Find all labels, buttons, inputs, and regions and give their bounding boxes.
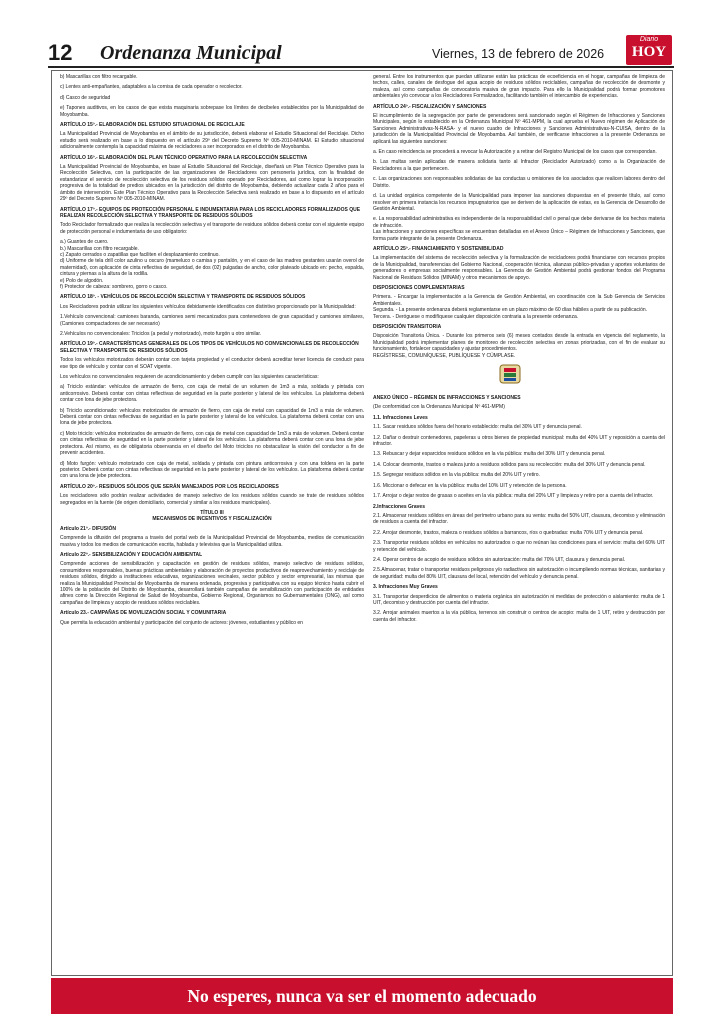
paragraph: 2.4. Operar centros de acopio de residuos sólidos sin autorización: multa del 70% UIT, clausura y denuncia penal.: [373, 556, 626, 563]
paragraph: c) Lentes anti-empañantes, adaptables a la cornisa de cada operador o recolector.: [60, 84, 243, 91]
article-heading: ARTÍCULO 16º.- ELABORACIÓN DEL PLAN TÉCNICO OPERATIVO PARA LA RECOLECCIÓN SELECTIVA: [60, 154, 308, 161]
paragraph: e. La responsabilidad administrativa es independiente de la responsabilidad civil o penal que debe derivarse de los hechos materia de infracción. Las infracciones y sanciones específicas se encuentran detalladas en el Anexo Único – Régimen de Infracciones y Sanciones, que forma parte integrante de la presente Ordenanza.: [373, 216, 665, 242]
article-heading: ANEXO ÚNICO – RÉGIMEN DE INFRACCIONES Y SANCIONES: [373, 395, 521, 402]
article-heading: 1.1. Infracciones Leves: [373, 414, 428, 421]
footer-banner: [51, 978, 673, 1014]
paragraph: b) Triciclo acondicionado: vehículos motorizados de armazón de fierro, con caja de metal con capacidad de 1m3 a más de volumen. Deberá contar con cintas reflectivas de seguridad en la parte posterior y lateral de los vehículos. La plataforma deberá contar con una lona de jebe protectora.: [60, 407, 364, 427]
paragraph: 2.Vehículos no convencionales: Triciclos (a pedal y motorizado), moto furgón u otro similar.: [60, 331, 262, 337]
article-heading: DISPOSICIÓN TRANSITORIA: [373, 324, 442, 330]
left-column: [60, 74, 364, 969]
article-heading: ARTÍCULO 15º.- ELABORACIÓN DEL ESTUDIO SITUACIONAL DE RECICLAJE: [60, 122, 245, 129]
paragraph: general. Entre los instrumentos que puedan utilizarse están las prácticas de ecoeficiencia en el hogar, campañas de limpieza de techos, calles, canales de desfogue del agua acopio de residuos sólidos reciclables, campañas de recolección de desmonte y maleza, así como campañas de convocatoria masiva de gran impacto. Para ello la Municipalidad podrá formar promotores ambientales y/o convocar a los Recicladores Formalizados, facilitando también el intercambio de experiencias.: [373, 74, 665, 100]
paragraph: Disposición Transitoria Única. - Durante los primeros seis (6) meses contados desde la entrada en vigencia del reglamento, la Municipalidad podrá implementar planes de monitoreo de recolección selectiva en zonas priorizadas, con el fin de evaluar su funcionamiento, fortalecer capacidades y ajustar procedimientos. REGÍSTRESE, COMUNÍQUESE, PUBLÍQUESE Y CÚMPLASE.: [373, 333, 665, 359]
paragraph: La Municipalidad Provincial de Moyobamba, en base al Estudio Situacional del Reciclaje, diseñará un Plan Técnico Operativo para la Recolección Selectiva, con la participación de las organizaciones de Recicladores con personería jurídica, con la finalidad de estandarizar el servicio de recolección selectiva de los residuos sólidos operado por Recicladores, así como lograr la incorporación progresiva de la totalidad de predios ubicados en la jurisdicción del distrito de Moyobamba, debiendo actualizar cada 2 años para el ámbito de intervención. Este Plan Técnico Operativo para la Recolección Selectiva será realizado en base a lo dispuesto en el artículo 29º del Decreto Supremo Nº 005-2010-MINAM.: [60, 164, 364, 203]
paragraph: 1.4. Colocar desmonte, trastos o maleza junto a residuos sólidos para su recolección: multa del 30% UIT y denuncia penal.: [373, 461, 646, 468]
paragraph: La Municipalidad Provincial de Moyobamba en el ámbito de su jurisdicción, deberá elaborar el Estudio Situacional del Reciclaje. Dicho estudio será realizado en base a lo dispuesto en el artículo 29º del Decreto Supremo Nº 005-2010-MINAM. El Estudio situacional adicionalmente contempla la capacidad máxima de recicladores a ser incorporados en el distrito de Moyobamba.: [60, 131, 364, 151]
section-title: Ordenanza Municipal: [100, 42, 282, 64]
article-heading: ARTÍCULO 19º.- CARACTERÍSTICAS GENERALES DE LOS TIPOS DE VEHÍCULOS NO CONVENCIONALES DE RECOLECCIÓN SELECTIVA Y TRANSPORTE DE RESIDUOS SÓLIDOS: [60, 341, 359, 354]
article-heading: 2.Infracciones Graves: [373, 503, 425, 510]
paragraph: Primera. - Encargar la implementación a la Gerencia de Gestión Ambiental, en coordinación con la Sub Gerencia de Servicios Ambientales. Segunda. - La presente ordenanza deberá reglamentarse en un plazo máximo de 60 días hábiles a partir de su publicación. Tercera. - Deróguese o modifíquese cualquier disposición contraria a la presente ordenanza.: [373, 294, 665, 320]
paragraph: b. Las multas serán aplicadas de manera solidaria tanto al Infractor (Reciclador Autorizado) como a la Organización de Recicladores a la que pertenecen.: [373, 159, 665, 172]
footer-slogan: No esperes, nunca va ser el momento adecuado: [187, 986, 537, 1006]
paragraph: 1.5. Segregar residuos sólidos en la vía pública: multa del 20% UIT y retiro.: [373, 472, 540, 479]
article-heading: ARTÍCULO 17º.- EQUIPOS DE PROTECCIÓN PERSONAL E INDUMENTARIA PARA LOS RECICLADORES FORMALIZADOS QUE REALIZAN RECOLECCIÓN SELECTIVA Y TRANSPORTE DE RESIDUOS SÓLIDOS: [60, 206, 361, 219]
paragraph: c. Las organizaciones son responsables solidarias de las conductas u omisiones de los asociados que realicen labores dentro del Distrito.: [373, 176, 665, 189]
paragraph: Comprende la difusión del programa a través del portal web de la Municipalidad Provincial de Moyobamba, medios de comunicación masiva y todos los medios de comunicación escrita, hablada y televisiva que la Municipalidad utiliza.: [60, 535, 364, 548]
paragraph: 3.2. Arrojar animales muertos a la vía pública, terrenos sin construir o centros de acopio: multa de 1 UIT, retiro y destrucción por cuenta del infractor.: [373, 610, 665, 623]
paragraph: El incumplimiento de la segregación por parte de generadores será sancionado según el Régimen de Infracciones y Sanciones Municipales, según lo establecido en la Ordenanza Municipal Nº 461-MPM, la cual aprueba el Nuevo régimen de Aplicación de Sanciones Administrativas-N-RASA- y el nuevo cuadro de Infracciones y Sanciones Administrativas-N-CUISA, dentro de la jurisdicción de la Municipalidad Provincial de Moyobamba. Así también, de verificarse infracciones a la presente Ordenanza se aplicará las siguientes sanciones:: [373, 113, 665, 145]
paragraph: e) Tapones auditivos, en los casos de que exista maquinaria sobrepase los límites de decibeles establecidos por la Municipalidad de Moyobamba.: [60, 105, 364, 118]
logo-top-text: Diario: [639, 36, 659, 43]
paragraph: La implementación del sistema de recolección selectiva y la formalización de recicladores podrá financiarse con recursos propios de la Municipalidad, transferencias del Gobierno Nacional, cooperación técnica, alianzas público-privadas y aportes voluntarios de generadores o empresas socialmente responsables. La Gerencia de Gestión Ambiental podrá gestionar fondos del Programa Nacional de Residuos Sólidos (MINAM) y otros mecanismos de apoyo.: [373, 255, 665, 281]
paragraph: a.) Guantes de cuero. b.) Mascarillas con filtro recargable. c) Zapato cerrados o zapatillas que faciliten el desplazamiento continuo. d) Uniforme de tela drill color azulino u oscuro (mameluco o camisa y pantalón, y en el caso de las madres gestantes usarán overol de maternidad), con aplicación de cinta reflectiva de seguridad, de dos (02) pulgadas de ancho, color plateado ubicado en: pecho, espalda, cintura y piernas a la altura de la rodilla. e) Polo de algodón. f) Protector de cabeza: sombrero, gorro o casco.: [60, 239, 364, 290]
paragraph: Todo Reciclador formalizado que realiza la recolección selectiva y el transporte de residuos sólidos deberá contar con el siguiente equipo de protección personal e indumentaria de uso obligatorio:: [60, 222, 364, 235]
title-heading: TÍTULO III: [200, 509, 224, 516]
paragraph: 2.2. Arrojar desmonte, trastos, maleza o residuos sólidos a barrancos, ríos o quebradas: multa 70% UIT y denuncia penal.: [373, 529, 644, 536]
paragraph: Los vehículos no convencionales requieren de acondicionamiento y deben cumplir con las siguientes características:: [60, 374, 319, 381]
paragraph: Los recicladores sólo podrán realizar actividades de manejo selectivo de los residuos sólidos cuando se trate de residuos sólidos segregados en la fuente (de origen domiciliario, comercial y similar a los residuos municipales).: [60, 493, 364, 506]
paragraph: 1.7. Arrojar o dejar restos de grasas o aceites en la vía pública: multa del 20% UIT y limpieza y retiro por a cuenta del infractor.: [373, 493, 654, 500]
paragraph: 1.1. Sacar residuos sólidos fuera del horario establecido: multa del 30% UIT y denuncia penal.: [373, 424, 582, 431]
paragraph: b) Mascarillas con filtro recargable.: [60, 74, 138, 80]
paragraph: a) Triciclo estándar: vehículos de armazón de fierro, con caja de metal de un volumen de 1m3 a más, soldada y pintada con anticorrosivo. Deberá contar con cintas reflectivas de seguridad en la parte posterior y lateral de los vehículos. La plataforma deberá contar con lona de jebe protectora.: [60, 384, 364, 404]
right-column: [373, 74, 665, 969]
header-rule: [48, 66, 674, 68]
article-heading: ARTÍCULO 25º.- FINANCIAMIENTO Y SOSTENIBILIDAD: [373, 245, 504, 252]
paragraph: d) Casco de seguridad: [60, 94, 111, 101]
publication-date: Viernes, 13 de febrero de 2026: [432, 47, 605, 61]
article-heading: Artículo 21º.- DIFUSIÓN: [60, 525, 116, 532]
page-header: [0, 0, 723, 72]
article-heading: Artículo 23.- CAMPAÑAS DE MOVILIZACIÓN SOCIAL Y COMUNITARIA: [60, 610, 227, 617]
paragraph: 1.Vehículo convencional: camiones baranda, camiones semi mecanizados para contenedores de gran capacidad y camiones similares, (Camiones compactadores de ser necesario): [60, 314, 364, 327]
title-heading: MECANISMOS DE INCENTIVOS Y FISCALIZACIÓN: [152, 516, 272, 523]
logo-main-text: HOY: [631, 44, 667, 60]
paragraph: 1.3. Rebuscar y dejar esparcidos residuos sólidos en la vía pública: multa del 30% UIT y denuncia penal.: [373, 451, 606, 458]
paragraph: (De conformidad con la Ordenanza Municipal Nº 461-MPM): [373, 404, 505, 411]
article-heading: 3. Infracciones Muy Graves: [373, 584, 438, 591]
article-heading: ARTÍCULO 18º. - VEHÍCULOS DE RECOLECCIÓN SELECTIVA Y TRANSPORTE DE RESIDUOS SÓLIDOS: [60, 294, 306, 301]
article-heading: ARTÍCULO 20º.- RESIDUOS SÓLIDOS QUE SERÁN MANEJADOS POR LOS RECICLADORES: [60, 483, 279, 490]
paragraph: Comprende acciones de sensibilización y capacitación en gestión de residuos sólidos, manejo selectivo de residuos sólidos, consumidores responsables, buenas prácticas ambientales y elaboración de proyectos productivos de reaprovechamiento y reciclaje de residuos sólidos, dirigido a instituciones educativas, organizaciones vecinales, sector público y sector empresarial, las mismas que realiza la Municipalidad Provincial de Moyobamba de manera ordenada, progresiva y participativa con su equipo técnico hasta cubrir el 100% de la población del Distrito de Moyobamba, desarrollará también campañas de sensibilización con participación de entidades afines como la Dirección Regional de Salud de Moyobamba, Gobierno Regional, Organismos no Gubernamentales (ONG), así como campañas de limpieza y acopio de residuos sólidos reciclables.: [60, 561, 364, 606]
paragraph: Todos los vehículos motorizados deberán contar con tarjeta propiedad y el conductor deberá acreditar tener licencia de conducir para ese tipo de vehículo y contar con el SOAT vigente.: [60, 357, 364, 370]
article-heading: ARTÍCULO 24º.- FISCALIZACIÓN Y SANCIONES: [373, 103, 487, 110]
article-heading: Artículo 22º.- SENSIBILIZACIÓN Y EDUCACIÓN AMBIENTAL: [60, 551, 203, 558]
paragraph: 1.2. Dañar o destruir contenedores, papeleras u otros bienes de propiedad municipal: multa del 40% UIT y reposición a cuenta del infractor.: [373, 434, 665, 448]
paragraph: 1.6. Miccionar o defecar en la vía pública: multa del 10% UIT y retención de la persona.: [373, 482, 567, 489]
paragraph: 2.3. Transportar residuos sólidos en vehículos no autorizados o que no reúnan las condiciones para el servicio: multa del 60% UIT y retención del vehículo.: [373, 540, 665, 553]
paragraph: 2.5.Almacenar, tratar o transportar residuos peligrosos y/o radiactivos sin autorización o incumpliendo normas técnicas, sanitarias y de seguridad: multa del 80% UIT, clausura del local, retención del vehículo y denuncia penal.: [373, 567, 665, 580]
newspaper-logo[interactable]: [626, 35, 672, 65]
municipal-seal-icon: [497, 363, 523, 385]
paragraph: Los Recicladores podrán utilizar los siguientes vehículos debidamente identificados con distintivo proporcionado por la Municipalidad:: [60, 303, 356, 310]
paragraph: d) Moto furgón: vehículo motorizado con caja de metal, soldada y pintada con pintura anticorrosiva y con una toldera en la parte posterior. Deberá contar con cintas reflectivas de seguridad en la parte posterior y lateral de los vehículos. La plataforma deberá contar con una lona de jebe protectora.: [60, 460, 364, 480]
article-heading: DISPOSICIONES COMPLEMENTARIAS: [373, 284, 465, 291]
page-number: 12: [48, 40, 73, 65]
paragraph: a. En caso reincidencia se procederá a revocar la Autorización y a retirar del Registro Municipal de los casos que correspondan.: [373, 149, 657, 156]
paragraph: 2.1. Almacenar residuos sólidos en áreas del perímetro urbano para su venta: multa del 50% UIT, clausura, decomiso y eliminación de residuos a cuenta del infractor.: [373, 512, 665, 526]
paragraph: 3.1. Transportar desperdicios de alimentos o materia orgánica sin autorización ni medidas de protección o aislamiento: multa de 1 UIT, decomiso y destrucción por cuenta del infractor.: [373, 593, 665, 606]
paragraph: c) Moto triciclo: vehículos motorizados de armazón de fierro, con caja de metal con capacidad de 1m3 a más de volumen. Deberá contar con cintas reflectivas de seguridad en la parte posterior y lateral de los vehículos. La plataforma deberá contar con una lona de jebe protectora. Así mismo, es de obligatoria observancia en el diseño del Moto triciclos no obstaculizar la visión del conductor a fin de prevenir accidentes.: [60, 430, 364, 457]
paragraph: d. La unidad orgánica competente de la Municipalidad para imponer las sanciones dispuestas en el presente título, así como resolver en primera instancia los recursos impugnatorios que se deriven de la aplicación de estas, es la Gerencia de Desarrollo de Gestión Ambiental.: [373, 193, 665, 212]
paragraph: Que permita la educación ambiental y participación del conjunto de actores: jóvenes, estudiantes y público en: [60, 619, 303, 626]
